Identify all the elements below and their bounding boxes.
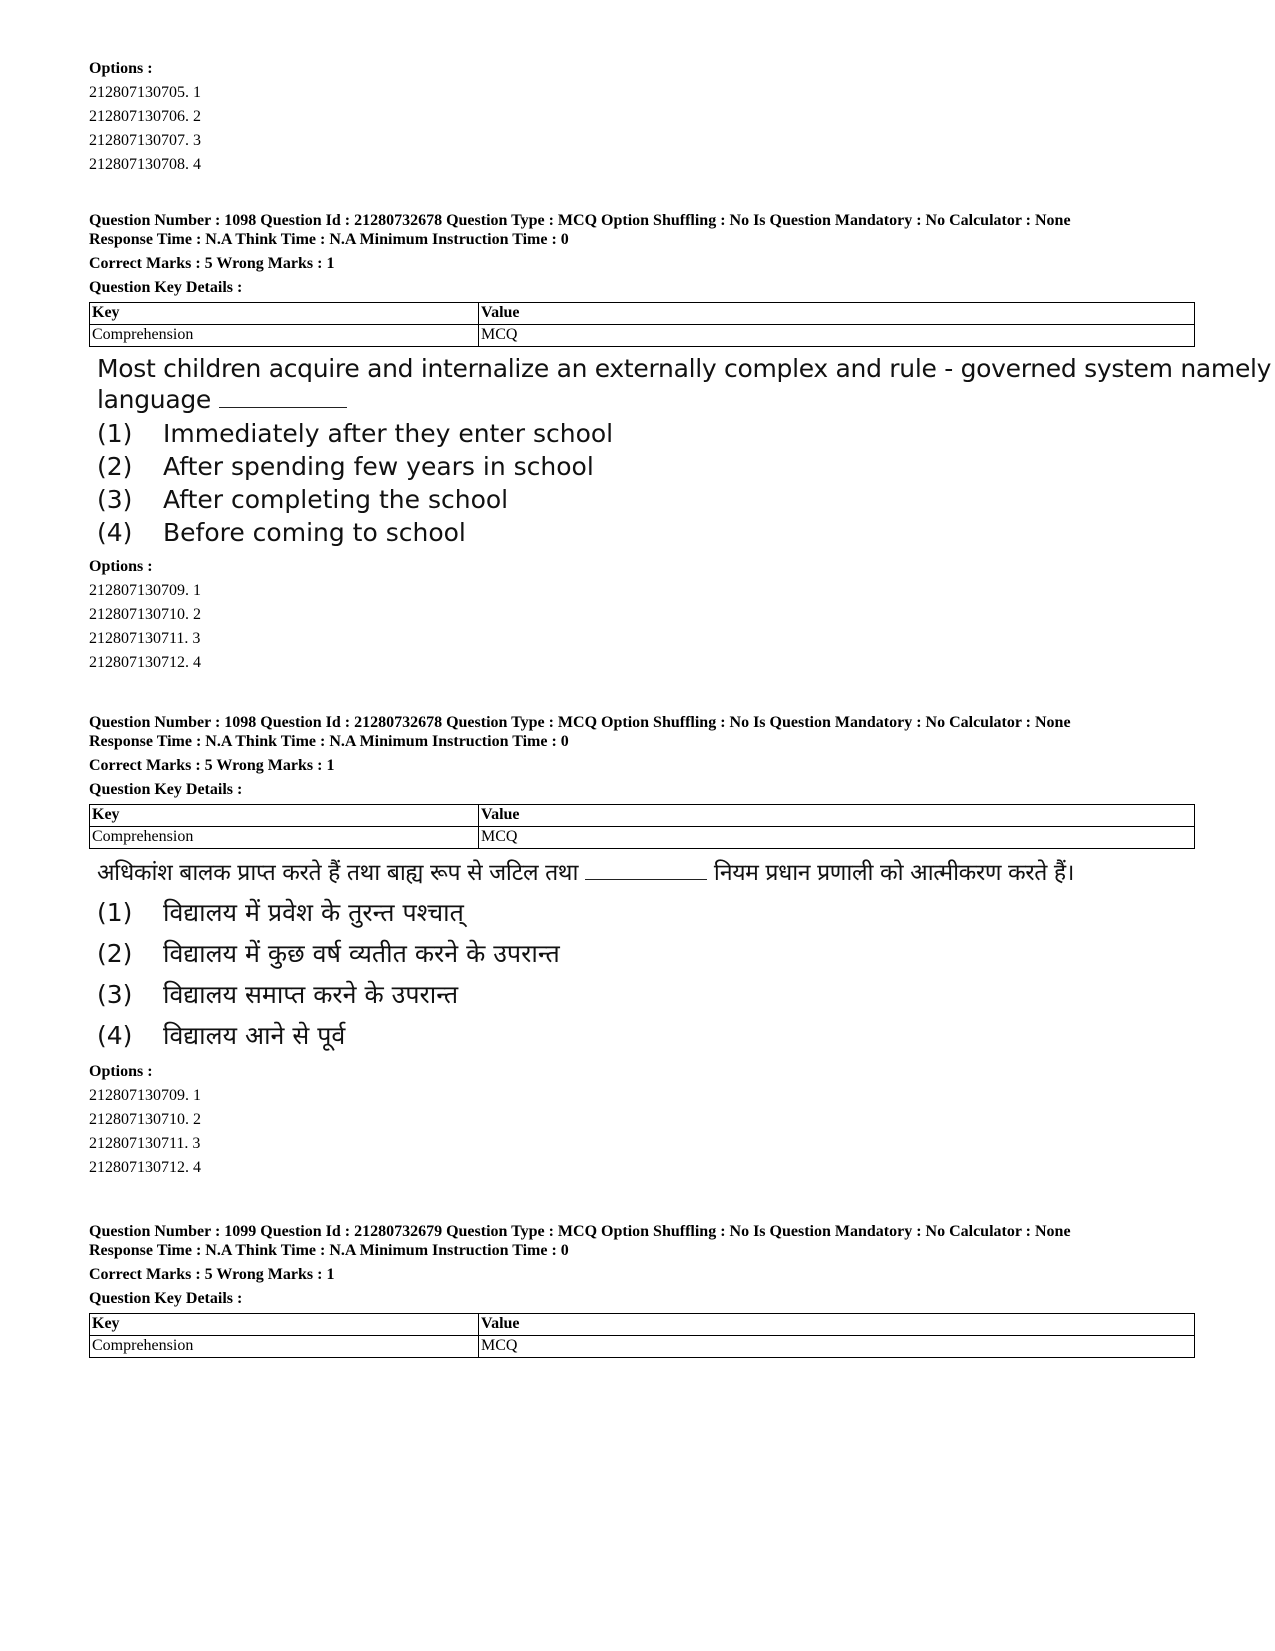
marks-line: Correct Marks : 5 Wrong Marks : 1 — [89, 1266, 335, 1283]
question-stem-line-1: Most children acquire and internalize an externally complex and rule - governed system namely — [97, 354, 1272, 383]
option-id-line: 212807130711. 3 — [89, 1135, 201, 1152]
option-id-line: 212807130708. 4 — [89, 156, 201, 173]
choice-item — [89, 1015, 1199, 1056]
choice-number: (2) — [97, 452, 133, 481]
choice-number: (1) — [97, 419, 133, 448]
table-cell-value: MCQ — [479, 827, 1195, 849]
choice-item — [89, 933, 1199, 974]
key-details-table — [89, 302, 1195, 347]
choice-item — [89, 892, 1199, 933]
question-meta-line: Question Number : 1098 Question Id : 21280732678 Question Type : MCQ Option Shuffling : No Is Question Mandatory : No Calculator : None — [89, 212, 1071, 229]
choice-text: Immediately after they enter school — [163, 419, 614, 448]
question-stem-part-2: नियम प्रधान प्रणाली को आत्मीकरण करते हैं। — [713, 860, 1075, 886]
table-cell-key: Comprehension — [90, 325, 479, 347]
options-block — [89, 1060, 1199, 1180]
choice-number: (2) — [97, 939, 133, 968]
choice-text: विद्यालय में कुछ वर्ष व्यतीत करने के उपरान्त — [163, 939, 560, 968]
choice-item — [89, 450, 1199, 483]
question-stem — [89, 353, 1272, 384]
option-id-line: 212807130707. 3 — [89, 132, 201, 149]
table-cell-value: MCQ — [479, 325, 1195, 347]
choice-item — [89, 483, 1199, 516]
option-id-line: 212807130710. 2 — [89, 1111, 201, 1128]
options-block-previous — [89, 57, 1199, 177]
table-cell-key: Comprehension — [90, 827, 479, 849]
choice-text: Before coming to school — [163, 518, 466, 547]
option-id-line: 212807130712. 4 — [89, 654, 201, 671]
table-cell-value: MCQ — [479, 1336, 1195, 1358]
choice-item — [89, 974, 1199, 1015]
option-id-line: 212807130706. 2 — [89, 108, 201, 125]
table-header-key: Key — [90, 1314, 479, 1336]
question-1098-english — [89, 211, 1272, 675]
question-meta-line: Question Number : 1099 Question Id : 21280732679 Question Type : MCQ Option Shuffling : No Is Question Mandatory : No Calculator : None — [89, 1223, 1071, 1240]
question-meta-line: Response Time : N.A Think Time : N.A Minimum Instruction Time : 0 — [89, 733, 569, 750]
table-header-value: Value — [479, 1314, 1195, 1336]
answer-blank — [219, 385, 347, 408]
table-cell-key: Comprehension — [90, 1336, 479, 1358]
table-header-key: Key — [90, 303, 479, 325]
choice-item — [89, 516, 1199, 549]
question-stem — [89, 857, 1199, 888]
question-image-english — [89, 353, 1272, 549]
choice-text: विद्यालय समाप्त करने के उपरान्त — [163, 980, 459, 1009]
question-meta-line: Response Time : N.A Think Time : N.A Minimum Instruction Time : 0 — [89, 1242, 569, 1259]
question-stem-line-2: language — [97, 385, 211, 414]
option-id-line: 212807130710. 2 — [89, 606, 201, 623]
choice-number: (4) — [97, 1021, 133, 1050]
question-stem-line-2-wrap — [89, 384, 1199, 415]
key-details-heading: Question Key Details : — [89, 1290, 243, 1307]
key-details-table — [89, 804, 1195, 849]
question-meta-line: Response Time : N.A Think Time : N.A Minimum Instruction Time : 0 — [89, 231, 569, 248]
option-id-line: 212807130709. 1 — [89, 582, 201, 599]
option-id-line: 212807130709. 1 — [89, 1087, 201, 1104]
question-1098-hindi — [89, 713, 1199, 1180]
option-id-line: 212807130712. 4 — [89, 1159, 201, 1176]
choice-number: (3) — [97, 980, 133, 1009]
key-details-heading: Question Key Details : — [89, 279, 243, 296]
choice-text: विद्यालय आने से पूर्व — [163, 1021, 346, 1050]
options-heading: Options : — [89, 1063, 153, 1080]
key-details-table — [89, 1313, 1195, 1358]
choice-number: (4) — [97, 518, 133, 547]
option-id-line: 212807130711. 3 — [89, 630, 201, 647]
choice-item — [89, 417, 1199, 450]
options-heading: Options : — [89, 60, 153, 77]
choice-text: विद्यालय में प्रवेश के तुरन्त पश्चात् — [163, 898, 464, 927]
choice-text: After completing the school — [163, 485, 509, 514]
table-header-value: Value — [479, 805, 1195, 827]
question-stem-part-1: अधिकांश बालक प्राप्त करते हैं तथा बाह्य रूप से जटिल तथा — [97, 860, 579, 886]
option-id-line: 212807130705. 1 — [89, 84, 201, 101]
key-details-heading: Question Key Details : — [89, 781, 243, 798]
question-1099 — [89, 1222, 1199, 1358]
question-meta-line: Question Number : 1098 Question Id : 21280732678 Question Type : MCQ Option Shuffling : No Is Question Mandatory : No Calculator : None — [89, 714, 1071, 731]
choice-number: (3) — [97, 485, 133, 514]
marks-line: Correct Marks : 5 Wrong Marks : 1 — [89, 255, 335, 272]
options-heading: Options : — [89, 558, 153, 575]
options-block — [89, 555, 1199, 675]
table-header-key: Key — [90, 805, 479, 827]
choice-number: (1) — [97, 898, 133, 927]
answer-blank — [585, 857, 707, 880]
marks-line: Correct Marks : 5 Wrong Marks : 1 — [89, 757, 335, 774]
table-header-value: Value — [479, 303, 1195, 325]
choice-text: After spending few years in school — [163, 452, 594, 481]
question-image-hindi — [89, 857, 1199, 1056]
